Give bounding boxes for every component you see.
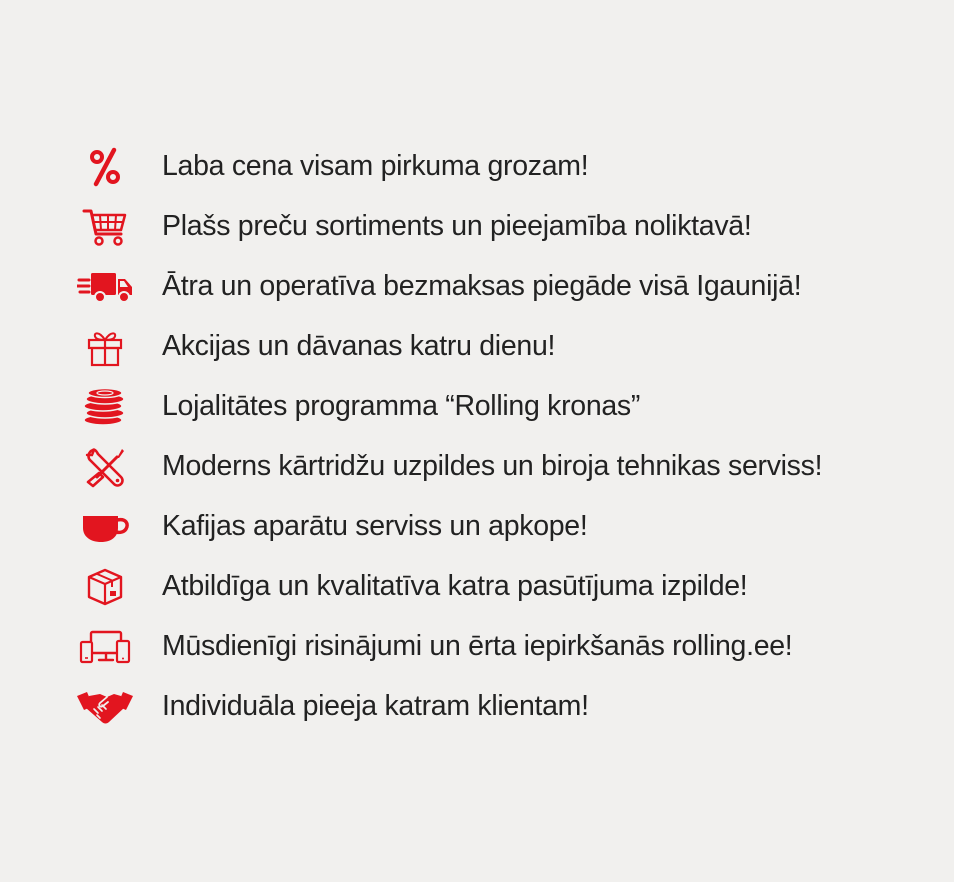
feature-list — [0, 135, 954, 735]
feature-item — [0, 195, 954, 255]
feature-text: Moderns kārtridžu uzpildes un biroja tehnikas serviss! — [162, 450, 823, 482]
feature-text: Kafijas aparātu serviss un apkope! — [162, 510, 588, 542]
feature-item — [0, 495, 954, 555]
feature-text: Ātra un operatīva bezmaksas piegāde visā Igaunijā! — [162, 270, 802, 302]
feature-text: Atbildīga un kvalitatīva katra pasūtījuma izpilde! — [162, 570, 748, 602]
devices-icon — [76, 627, 134, 667]
feature-item — [0, 255, 954, 315]
handshake-icon — [76, 687, 134, 727]
gift-icon — [76, 327, 134, 367]
feature-text: Mūsdienīgi risinājumi un ērta iepirkšanās rolling.ee! — [162, 630, 793, 662]
feature-text: Plašs preču sortiments un pieejamība noliktavā! — [162, 210, 752, 242]
feature-item — [0, 135, 954, 195]
parcel-box-icon — [76, 567, 134, 607]
feature-item — [0, 615, 954, 675]
feature-text: Lojalitātes programma “Rolling kronas” — [162, 390, 641, 422]
coins-stack-icon — [76, 387, 134, 427]
feature-text: Laba cena visam pirkuma grozam! — [162, 150, 589, 182]
feature-text: Akcijas un dāvanas katru dienu! — [162, 330, 556, 362]
feature-item — [0, 555, 954, 615]
feature-item — [0, 315, 954, 375]
shopping-cart-icon — [76, 207, 134, 247]
wrench-screwdriver-icon — [76, 447, 134, 487]
percent-icon — [76, 147, 134, 187]
feature-text: Individuāla pieeja katram klientam! — [162, 690, 589, 722]
coffee-cup-icon — [76, 507, 134, 547]
feature-item — [0, 435, 954, 495]
delivery-truck-icon — [76, 267, 134, 307]
feature-item — [0, 375, 954, 435]
feature-item — [0, 675, 954, 735]
